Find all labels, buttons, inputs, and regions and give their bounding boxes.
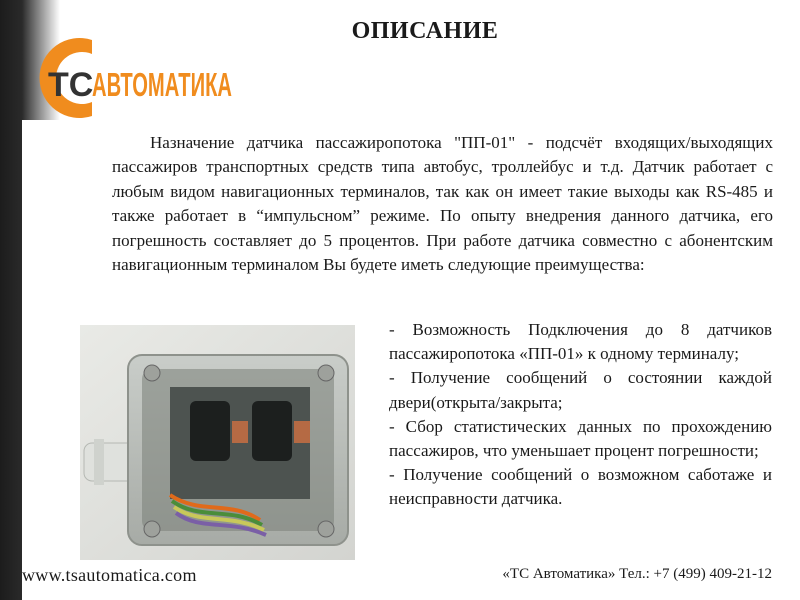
- list-item: - Сбор статистических данных по прохождению пассажиров, что уменьшает процент погрешности;: [389, 416, 772, 461]
- intro-paragraph: [112, 131, 773, 277]
- sensor-photo: [80, 325, 355, 560]
- side-strip: [0, 0, 22, 600]
- list-item: - Получение сообщений о состоянии каждой двери(открыта/закрыта;: [389, 368, 772, 412]
- intro-text: Назначение датчика пассажиропотока "ПП-01" - подсчёт входящих/выходящих пассажиров транспортных средств типа автобус, троллейбус и т.д. Датчик работает с любым видом навигационных терминалов, так как он имеет такие выходы как RS-485 и также работает в “импульсном” режиме. По опыту внедрения данного датчика, его погрешность составляет до 5 процентов. При работе датчика совместно с абонентским навигационным терминалом Вы будете иметь следующие преимущества:: [112, 133, 773, 275]
- advantages-list: [389, 318, 772, 512]
- logo-text: АВТОМАТИКА: [92, 66, 232, 103]
- contact-info: «ТС Автоматика» Тел.: +7 (499) 409-21-12: [502, 566, 772, 582]
- website-link[interactable]: www.tsautomatica.com: [22, 565, 197, 585]
- page-title: ОПИСАНИЕ: [351, 18, 499, 44]
- list-item: - Возможность Подключения до 8 датчиков пассажиропотока «ПП-01» к одному терминалу;: [389, 320, 772, 364]
- logo-mark: ТС: [48, 66, 94, 104]
- list-item: - Получение сообщений о возможном саботаже и неисправности датчика.: [389, 465, 772, 509]
